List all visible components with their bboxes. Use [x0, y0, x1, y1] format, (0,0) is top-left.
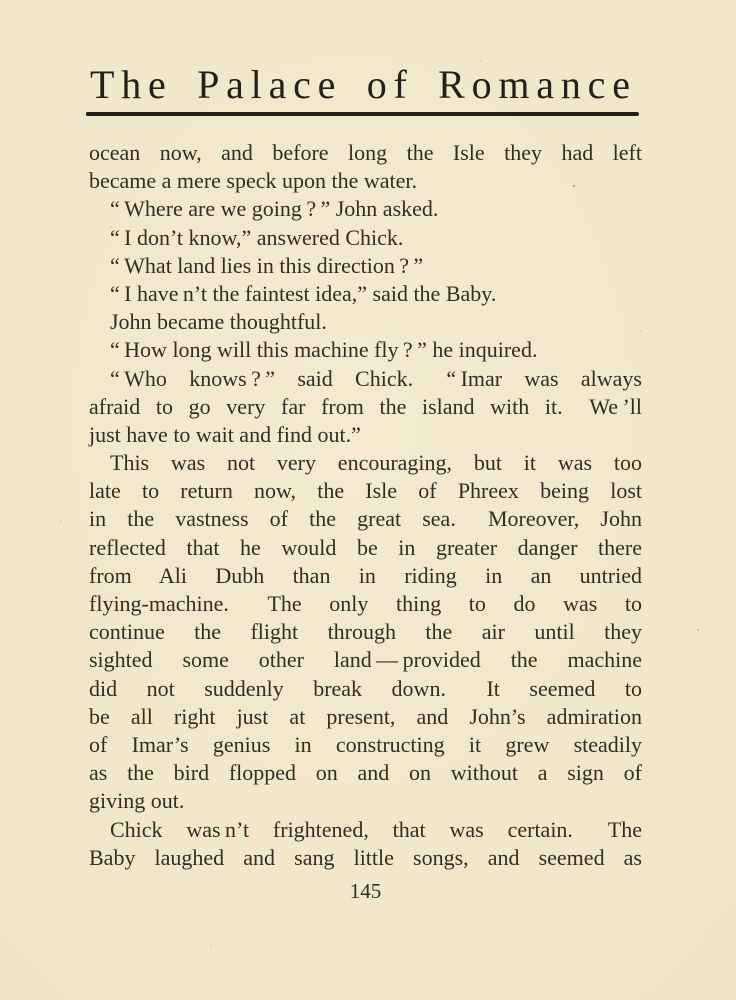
text-line: Chick was n’t frightened, that was certain. The — [110, 816, 642, 842]
page-header-title — [90, 62, 637, 107]
page-number: 145 — [349, 879, 382, 903]
title-word: The — [90, 62, 173, 107]
text-line: became a mere speck upon the water. — [89, 168, 418, 194]
text-line: “ Who knows ? ” said Chick. “ Imar was always — [110, 365, 642, 391]
text-line: in the vastness of the great sea. Moreover, John — [89, 506, 642, 532]
title-word: Romance — [438, 62, 637, 107]
text-line: flying-machine. The only thing to do was to — [89, 591, 642, 616]
text-line: afraid to go very far from the island with it. We ’ll — [89, 393, 642, 419]
text-line: ocean now, and before long the Isle they had left — [89, 140, 642, 165]
title-word: Palace — [197, 62, 343, 107]
text-line: from Ali Dubh than in riding in an untried — [89, 562, 642, 588]
header-rule — [86, 112, 639, 116]
text-line: be all right just at present, and John’s admiration — [89, 703, 642, 729]
text-line: late to return now, the Isle of Phreex being lost — [89, 478, 642, 504]
text-line: “ I don’t know,” answered Chick. — [110, 224, 404, 250]
text-line: just have to wait and find out.” — [89, 421, 361, 447]
paper-speckles — [0, 0, 2, 2]
text-line: John became thoughtful. — [110, 309, 327, 335]
text-line: This was not very encouraging, but it was too — [110, 450, 642, 476]
text-line: reflected that he would be in greater danger there — [89, 534, 642, 560]
text-line: “ How long will this machine fly ? ” he inquired. — [110, 337, 538, 363]
text-line: as the bird flopped on and on without a sign of — [89, 760, 642, 786]
title-word: of — [366, 62, 414, 107]
text-line: sighted some other land — provided the machine — [89, 647, 642, 673]
page-text — [89, 139, 642, 872]
text-line: Baby laughed and sang little songs, and seemed as — [89, 844, 642, 870]
text-line: giving out. — [89, 788, 185, 814]
text-line: did not suddenly break down. It seemed to — [89, 675, 642, 701]
text-line: “ Where are we going ? ” John asked. — [110, 196, 439, 222]
text-line: “ I have n’t the faintest idea,” said the Baby. — [110, 280, 497, 306]
text-line: continue the flight through the air until they — [89, 619, 642, 645]
text-line: of Imar’s genius in constructing it grew steadily — [89, 731, 642, 757]
text-line: “ What land lies in this direction ? ” — [110, 252, 424, 278]
